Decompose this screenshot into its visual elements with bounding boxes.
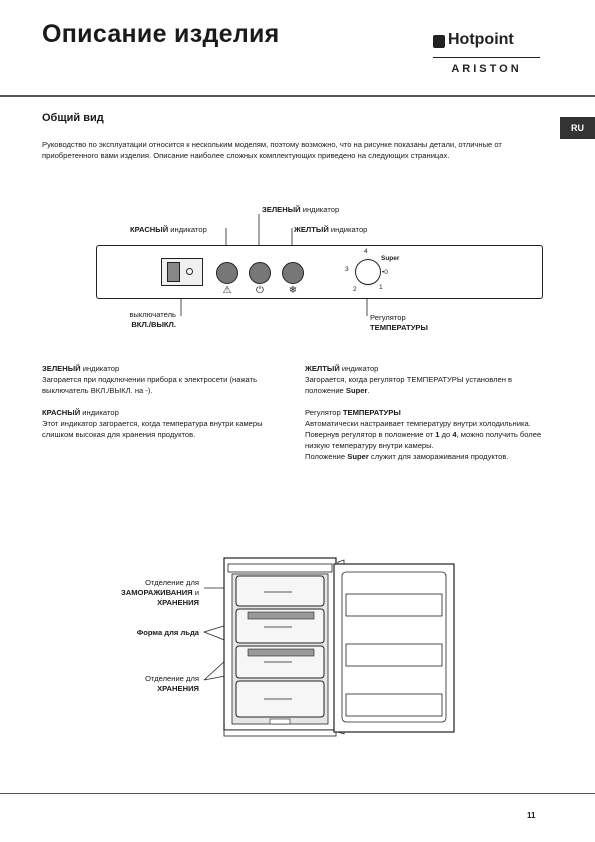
label-red-rest: индикатор <box>168 225 207 234</box>
label-red-bold: КРАСНЫЙ <box>130 225 169 234</box>
desc-reg-text2 <box>305 429 545 451</box>
desc-reg-a: Регулятор <box>305 408 343 417</box>
dial-mark-0: •0 <box>382 269 388 276</box>
warning-icon: ⚠ <box>222 285 232 296</box>
desc-green-text: Загорается при подключении прибора к электросети (нажать выключатель ВКЛ./ВЫКЛ. на -). <box>42 375 258 395</box>
desc-reg-text3b: Super <box>347 452 369 461</box>
brand-name: Hotpoint <box>448 31 514 48</box>
desc-regulator <box>305 407 545 462</box>
fridge-illustration <box>220 552 470 742</box>
brand-sub: ARISTON <box>451 63 522 75</box>
desc-red-bold: КРАСНЫЙ <box>42 408 81 417</box>
label-regulator <box>370 313 428 333</box>
desc-red-rest: индикатор <box>80 408 119 417</box>
desc-yellow-text-b: Super <box>345 386 368 395</box>
desc-yellow-text-a: Загорается, когда регулятор ТЕМПЕРАТУРЫ установлен в положение <box>305 375 513 395</box>
footer-divider <box>0 793 595 794</box>
label-freezer-compartment <box>90 578 199 608</box>
switch-dot <box>186 268 193 275</box>
label-regulator-line2: ТЕМПЕРАТУРЫ <box>370 323 428 332</box>
language-tab: RU <box>560 117 595 139</box>
desc-reg-text2c: до <box>439 430 453 439</box>
label-green-bold: ЗЕЛЕНЫЙ <box>262 205 301 214</box>
dial-mark-1: 1 <box>379 284 383 291</box>
green-indicator-lamp <box>249 262 271 284</box>
label-storage-compartment <box>90 674 199 694</box>
page-number: 11 <box>527 811 536 820</box>
section-title: Общий вид <box>42 112 104 124</box>
desc-reg-text1: Автоматически настраивает температуру внутри холодильника. <box>305 419 531 428</box>
desc-yellow <box>305 363 545 396</box>
label-green-indicator <box>262 205 339 215</box>
power-icon: ⏻ <box>256 285 264 296</box>
desc-yellow-rest: индикатор <box>339 364 379 373</box>
label-switch-line1: выключатель <box>129 310 176 319</box>
label-storage-line2: ХРАНЕНИЯ <box>157 684 199 693</box>
dial-mark-4: 4 <box>364 248 368 255</box>
desc-yellow-text-c: . <box>367 386 370 395</box>
label-switch <box>100 310 176 330</box>
snowflake-icon: ❄ <box>288 285 298 296</box>
desc-reg-text2b: 1 <box>435 430 440 439</box>
label-switch-line2: ВКЛ./ВЫКЛ. <box>131 320 176 329</box>
desc-green-rest: индикатор <box>80 364 120 373</box>
desc-reg-text3a: Положение <box>305 452 348 461</box>
desc-yellow-bold: ЖЕЛТЫЙ <box>305 364 340 373</box>
dial-mark-2: 2 <box>353 286 357 293</box>
temperature-dial[interactable] <box>355 259 381 285</box>
desc-green <box>42 363 292 396</box>
label-red-indicator <box>130 225 207 235</box>
label-freezer-line1: Отделение для <box>145 578 199 587</box>
dial-mark-3: 3 <box>345 266 349 273</box>
desc-yellow-text <box>305 374 545 396</box>
label-ice-tray: Форма для льда <box>136 628 199 637</box>
label-freezer-and: и <box>192 588 199 597</box>
label-freezer-line2: ЗАМОРАЖИВАНИЯ <box>120 588 193 597</box>
desc-reg-text2a: Повернув регулятор в положение от <box>305 430 436 439</box>
page-title: Описание изделия <box>42 20 280 48</box>
desc-red <box>42 407 292 440</box>
switch-rocker <box>167 262 180 282</box>
label-storage-line1: Отделение для <box>145 674 199 683</box>
desc-reg-text2e: , можно получить более низкую температуру внутри камеры. <box>305 430 542 450</box>
label-regulator-line1: Регулятор <box>370 313 406 322</box>
label-freezer-line3: ХРАНЕНИЯ <box>157 598 199 607</box>
label-yellow-rest: индикатор <box>328 225 368 234</box>
red-indicator-lamp <box>216 262 238 284</box>
label-yellow-indicator <box>294 225 367 235</box>
label-green-rest: индикатор <box>300 205 340 214</box>
intro-text: Руководство по эксплуатации относится к нескольким моделям, поэтому возможно, что на рисунке показаны детали, отличные от приобретенного вами изделия. Описание наиболее сложных комплектующих приведено на следующих страницах. <box>42 140 502 160</box>
desc-reg-text2d: 4 <box>452 430 457 439</box>
desc-reg-text3c: служит для замораживания продуктов. <box>368 452 509 461</box>
desc-reg-b: ТЕМПЕРАТУРЫ <box>342 408 401 417</box>
label-yellow-bold: ЖЕЛТЫЙ <box>294 225 329 234</box>
dial-mark-super: Super <box>381 255 400 262</box>
yellow-indicator-lamp <box>282 262 304 284</box>
desc-green-bold: ЗЕЛЕНЫЙ <box>42 364 81 373</box>
desc-reg-text3 <box>305 451 545 462</box>
desc-red-text: Этот индикатор загорается, когда температура внутри камеры слишком высокая для хранения продуктов. <box>42 419 263 439</box>
